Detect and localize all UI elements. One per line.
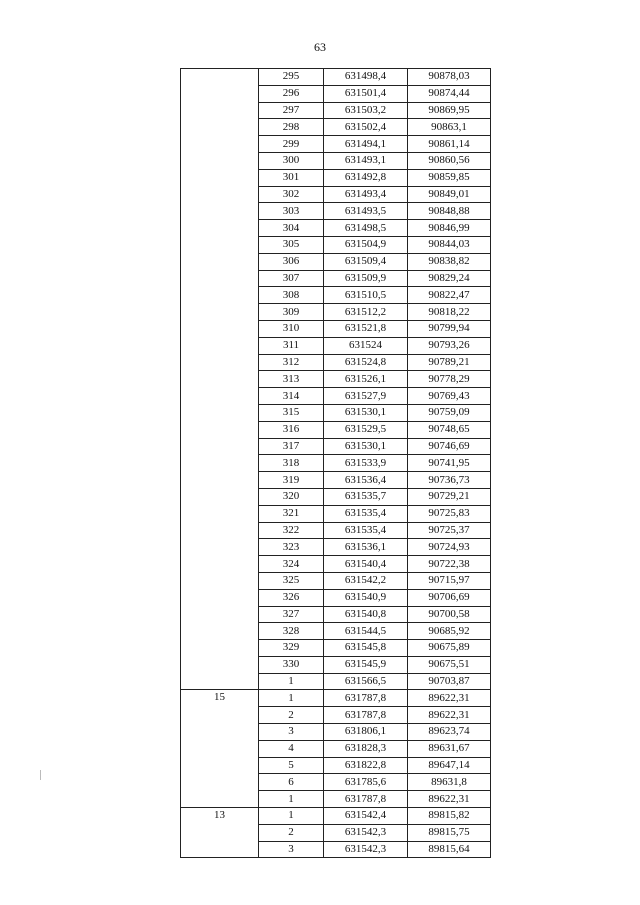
- point-number-cell: 320: [259, 488, 324, 505]
- y-coordinate-cell: 90789,21: [408, 354, 491, 371]
- x-coordinate-cell: 631540,4: [324, 556, 408, 573]
- y-coordinate-cell: 89631,8: [408, 774, 491, 791]
- coordinate-table: [180, 68, 491, 858]
- point-number-cell: 315: [259, 404, 324, 421]
- table-row: [181, 808, 491, 825]
- y-coordinate-cell: 90715,97: [408, 572, 491, 589]
- point-number-cell: 296: [259, 85, 324, 102]
- x-coordinate-cell: 631535,4: [324, 522, 408, 539]
- y-coordinate-cell: 90874,44: [408, 85, 491, 102]
- y-coordinate-cell: 90703,87: [408, 673, 491, 690]
- margin-mark: [40, 770, 43, 780]
- x-coordinate-cell: 631545,8: [324, 640, 408, 657]
- x-coordinate-cell: 631498,5: [324, 220, 408, 237]
- y-coordinate-cell: 90675,51: [408, 656, 491, 673]
- y-coordinate-cell: 90725,37: [408, 522, 491, 539]
- point-number-cell: 308: [259, 287, 324, 304]
- y-coordinate-cell: 90793,26: [408, 337, 491, 354]
- point-number-cell: 319: [259, 472, 324, 489]
- y-coordinate-cell: 90746,69: [408, 438, 491, 455]
- x-coordinate-cell: 631529,5: [324, 421, 408, 438]
- x-coordinate-cell: 631512,2: [324, 304, 408, 321]
- x-coordinate-cell: 631787,8: [324, 791, 408, 808]
- x-coordinate-cell: 631501,4: [324, 85, 408, 102]
- coordinate-table-body: [181, 69, 491, 858]
- point-number-cell: 323: [259, 539, 324, 556]
- point-number-cell: 307: [259, 270, 324, 287]
- point-number-cell: 4: [259, 740, 324, 757]
- x-coordinate-cell: 631787,8: [324, 690, 408, 707]
- y-coordinate-cell: 90849,01: [408, 186, 491, 203]
- y-coordinate-cell: 90729,21: [408, 488, 491, 505]
- x-coordinate-cell: 631545,9: [324, 656, 408, 673]
- point-number-cell: 305: [259, 236, 324, 253]
- y-coordinate-cell: 90878,03: [408, 69, 491, 86]
- x-coordinate-cell: 631504,9: [324, 236, 408, 253]
- point-number-cell: 295: [259, 69, 324, 86]
- x-coordinate-cell: 631502,4: [324, 119, 408, 136]
- y-coordinate-cell: 89623,74: [408, 724, 491, 741]
- point-number-cell: 317: [259, 438, 324, 455]
- y-coordinate-cell: 90799,94: [408, 320, 491, 337]
- y-coordinate-cell: 90722,38: [408, 556, 491, 573]
- y-coordinate-cell: 90769,43: [408, 388, 491, 405]
- y-coordinate-cell: 90859,85: [408, 169, 491, 186]
- point-number-cell: 5: [259, 757, 324, 774]
- x-coordinate-cell: 631509,9: [324, 270, 408, 287]
- x-coordinate-cell: 631527,9: [324, 388, 408, 405]
- y-coordinate-cell: 90706,69: [408, 589, 491, 606]
- x-coordinate-cell: 631542,3: [324, 824, 408, 841]
- x-coordinate-cell: 631524,8: [324, 354, 408, 371]
- y-coordinate-cell: 90741,95: [408, 455, 491, 472]
- point-number-cell: 1: [259, 690, 324, 707]
- y-coordinate-cell: 89622,31: [408, 791, 491, 808]
- x-coordinate-cell: 631535,7: [324, 488, 408, 505]
- x-coordinate-cell: 631509,4: [324, 253, 408, 270]
- y-coordinate-cell: 90685,92: [408, 623, 491, 640]
- x-coordinate-cell: 631533,9: [324, 455, 408, 472]
- y-coordinate-cell: 90700,58: [408, 606, 491, 623]
- y-coordinate-cell: 89815,75: [408, 824, 491, 841]
- point-number-cell: 1: [259, 808, 324, 825]
- point-number-cell: 313: [259, 371, 324, 388]
- x-coordinate-cell: 631493,4: [324, 186, 408, 203]
- point-number-cell: 318: [259, 455, 324, 472]
- table-row: [181, 690, 491, 707]
- point-number-cell: 321: [259, 505, 324, 522]
- y-coordinate-cell: 89815,64: [408, 841, 491, 858]
- point-number-cell: 301: [259, 169, 324, 186]
- point-number-cell: 330: [259, 656, 324, 673]
- point-number-cell: 311: [259, 337, 324, 354]
- x-coordinate-cell: 631503,2: [324, 102, 408, 119]
- y-coordinate-cell: 90736,73: [408, 472, 491, 489]
- point-number-cell: 316: [259, 421, 324, 438]
- y-coordinate-cell: 90844,03: [408, 236, 491, 253]
- point-number-cell: 300: [259, 152, 324, 169]
- x-coordinate-cell: 631542,4: [324, 808, 408, 825]
- x-coordinate-cell: 631492,8: [324, 169, 408, 186]
- y-coordinate-cell: 89622,31: [408, 690, 491, 707]
- x-coordinate-cell: 631510,5: [324, 287, 408, 304]
- y-coordinate-cell: 89622,31: [408, 707, 491, 724]
- point-number-cell: 2: [259, 824, 324, 841]
- point-number-cell: 304: [259, 220, 324, 237]
- x-coordinate-cell: 631822,8: [324, 757, 408, 774]
- y-coordinate-cell: 90846,99: [408, 220, 491, 237]
- y-coordinate-cell: 89815,82: [408, 808, 491, 825]
- point-number-cell: 312: [259, 354, 324, 371]
- y-coordinate-cell: 89631,67: [408, 740, 491, 757]
- x-coordinate-cell: 631530,1: [324, 438, 408, 455]
- page-number: 63: [314, 40, 326, 54]
- y-coordinate-cell: 89647,14: [408, 757, 491, 774]
- y-coordinate-cell: 90818,22: [408, 304, 491, 321]
- x-coordinate-cell: 631493,1: [324, 152, 408, 169]
- x-coordinate-cell: 631806,1: [324, 724, 408, 741]
- x-coordinate-cell: 631524: [324, 337, 408, 354]
- y-coordinate-cell: 90675,89: [408, 640, 491, 657]
- point-number-cell: 299: [259, 136, 324, 153]
- group-label-cell: 15: [181, 690, 259, 808]
- group-label-cell: [181, 69, 259, 690]
- group-label-cell: 13: [181, 808, 259, 858]
- x-coordinate-cell: 631493,5: [324, 203, 408, 220]
- y-coordinate-cell: 90860,56: [408, 152, 491, 169]
- point-number-cell: 3: [259, 724, 324, 741]
- x-coordinate-cell: 631530,1: [324, 404, 408, 421]
- point-number-cell: 326: [259, 589, 324, 606]
- point-number-cell: 2: [259, 707, 324, 724]
- point-number-cell: 303: [259, 203, 324, 220]
- x-coordinate-cell: 631542,2: [324, 572, 408, 589]
- point-number-cell: 297: [259, 102, 324, 119]
- point-number-cell: 325: [259, 572, 324, 589]
- point-number-cell: 1: [259, 791, 324, 808]
- y-coordinate-cell: 90861,14: [408, 136, 491, 153]
- y-coordinate-cell: 90869,95: [408, 102, 491, 119]
- point-number-cell: 3: [259, 841, 324, 858]
- point-number-cell: 329: [259, 640, 324, 657]
- x-coordinate-cell: 631498,4: [324, 69, 408, 86]
- point-number-cell: 309: [259, 304, 324, 321]
- x-coordinate-cell: 631785,6: [324, 774, 408, 791]
- point-number-cell: 322: [259, 522, 324, 539]
- point-number-cell: 310: [259, 320, 324, 337]
- y-coordinate-cell: 90848,88: [408, 203, 491, 220]
- y-coordinate-cell: 90838,82: [408, 253, 491, 270]
- x-coordinate-cell: 631536,1: [324, 539, 408, 556]
- x-coordinate-cell: 631536,4: [324, 472, 408, 489]
- y-coordinate-cell: 90778,29: [408, 371, 491, 388]
- x-coordinate-cell: 631540,9: [324, 589, 408, 606]
- x-coordinate-cell: 631542,3: [324, 841, 408, 858]
- point-number-cell: 6: [259, 774, 324, 791]
- point-number-cell: 306: [259, 253, 324, 270]
- point-number-cell: 298: [259, 119, 324, 136]
- point-number-cell: 327: [259, 606, 324, 623]
- x-coordinate-cell: 631828,3: [324, 740, 408, 757]
- point-number-cell: 1: [259, 673, 324, 690]
- point-number-cell: 324: [259, 556, 324, 573]
- x-coordinate-cell: 631521,8: [324, 320, 408, 337]
- y-coordinate-cell: 90724,93: [408, 539, 491, 556]
- y-coordinate-cell: 90829,24: [408, 270, 491, 287]
- y-coordinate-cell: 90759,09: [408, 404, 491, 421]
- y-coordinate-cell: 90725,83: [408, 505, 491, 522]
- point-number-cell: 314: [259, 388, 324, 405]
- table-row: [181, 69, 491, 86]
- x-coordinate-cell: 631566,5: [324, 673, 408, 690]
- x-coordinate-cell: 631540,8: [324, 606, 408, 623]
- point-number-cell: 328: [259, 623, 324, 640]
- y-coordinate-cell: 90863,1: [408, 119, 491, 136]
- x-coordinate-cell: 631494,1: [324, 136, 408, 153]
- x-coordinate-cell: 631535,4: [324, 505, 408, 522]
- y-coordinate-cell: 90748,65: [408, 421, 491, 438]
- x-coordinate-cell: 631787,8: [324, 707, 408, 724]
- x-coordinate-cell: 631526,1: [324, 371, 408, 388]
- point-number-cell: 302: [259, 186, 324, 203]
- y-coordinate-cell: 90822,47: [408, 287, 491, 304]
- x-coordinate-cell: 631544,5: [324, 623, 408, 640]
